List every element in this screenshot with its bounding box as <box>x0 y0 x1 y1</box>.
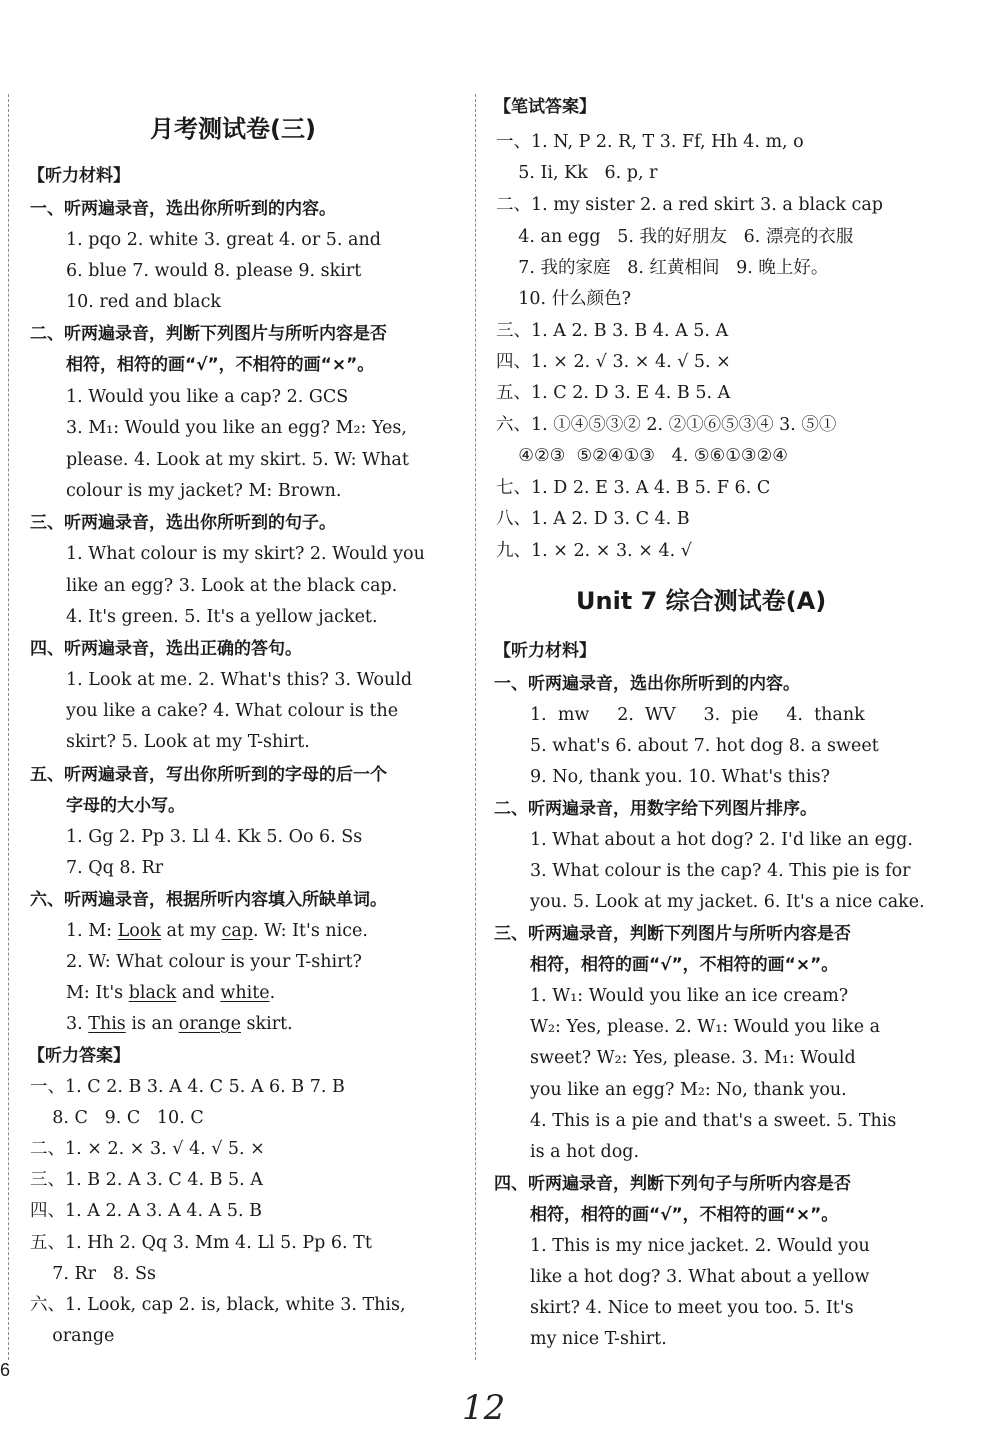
filled-word: Look <box>117 921 161 941</box>
section-2-heading: 二、听两遍录音，判断下列图片与所听内容是否 <box>30 324 387 344</box>
answer-line: orange <box>30 1326 115 1346</box>
written-answers-header: 【笔试答案】 <box>494 97 596 117</box>
material-line: 1. pqo 2. white 3. great 4. or 5. and <box>66 230 381 250</box>
listening-material-header: 【听力材料】 <box>28 166 130 186</box>
answer-line: 7. 我的家庭 8. 红黄相间 9. 晚上好。 <box>496 258 829 278</box>
material-line: W₂: Yes, please. 2. W₁: Would you like a <box>530 1017 881 1037</box>
left-margin-rule <box>8 94 9 1360</box>
unit-test-title: Unit 7 综合测试卷(A) <box>576 587 827 615</box>
material-line: 1. mw 2. WV 3. pie 4. thank <box>530 705 865 725</box>
material-line: you like an egg? M₂: No, thank you. <box>530 1080 847 1100</box>
material-line: 4. It's green. 5. It's a yellow jacket. <box>66 607 378 627</box>
answer-line: 4. an egg 5. 我的好朋友 6. 漂亮的衣服 <box>496 227 854 247</box>
material-line: like an egg? 3. Look at the black cap. <box>66 576 398 596</box>
material-line: please. 4. Look at my skirt. 5. W: What <box>66 450 409 470</box>
material-line: skirt? 5. Look at my T-shirt. <box>66 732 310 752</box>
material-line: 1. M: Look at my cap. W: It's nice. <box>66 921 368 941</box>
answer-line: 10. 什么颜色? <box>496 289 632 309</box>
material-line: M: It's black and white. <box>66 983 276 1003</box>
section-2-heading: 二、听两遍录音，用数字给下列图片排序。 <box>494 799 817 819</box>
section-4-heading: 四、听两遍录音，判断下列句子与所听内容是否 <box>494 1174 851 1194</box>
material-line: 1. Would you like a cap? 2. GCS <box>66 387 349 407</box>
answer-line: 三、1. A 2. B 3. B 4. A 5. A <box>496 321 729 341</box>
section-5-heading-cont: 字母的大小写。 <box>66 796 185 816</box>
section-6-heading: 六、听两遍录音，根据所听内容填入所缺单词。 <box>30 890 387 910</box>
material-line: skirt? 4. Nice to meet you too. 5. It's <box>530 1298 854 1318</box>
page-number: 6 <box>0 1360 11 1380</box>
material-line: 6. blue 7. would 8. please 9. skirt <box>66 261 362 281</box>
answer-line: 一、1. N, P 2. R, T 3. Ff, Hh 4. m, o <box>496 132 804 152</box>
material-line: you like a cake? 4. What colour is the <box>66 701 399 721</box>
material-line: 1. Gg 2. Pp 3. Ll 4. Kk 5. Oo 6. Ss <box>66 827 363 847</box>
answer-line: 7. Rr 8. Ss <box>30 1264 156 1284</box>
section-3-heading-cont: 相符，相符的画“√”，不相符的画“×”。 <box>530 955 839 975</box>
column-divider <box>475 94 476 1360</box>
material-line: my nice T-shirt. <box>530 1329 667 1349</box>
material-line: 1. W₁: Would you like an ice cream? <box>530 986 849 1006</box>
section-5-heading: 五、听两遍录音，写出你所听到的字母的后一个 <box>30 765 387 785</box>
material-line: 10. red and black <box>66 292 221 312</box>
answer-line: 六、1. Look, cap 2. is, black, white 3. This, <box>30 1295 406 1315</box>
answer-line: 二、1. × 2. × 3. √ 4. √ 5. × <box>30 1139 265 1159</box>
answer-line: 一、1. C 2. B 3. A 4. C 5. A 6. B 7. B <box>30 1077 345 1097</box>
material-line: 1. What about a hot dog? 2. I'd like an egg. <box>530 830 913 850</box>
answer-line: 8. C 9. C 10. C <box>30 1108 204 1128</box>
answer-line: 五、1. Hh 2. Qq 3. Mm 4. Ll 5. Pp 6. Tt <box>30 1233 372 1253</box>
section-4-heading-cont: 相符，相符的画“√”，不相符的画“×”。 <box>530 1205 839 1225</box>
filled-word: white <box>220 983 270 1003</box>
answer-line: 七、1. D 2. E 3. A 4. B 5. F 6. C <box>496 478 771 498</box>
filled-word: orange <box>178 1014 241 1034</box>
listening-answers-header: 【听力答案】 <box>28 1046 130 1066</box>
material-line: sweet? W₂: Yes, please. 3. M₁: Would <box>530 1048 856 1068</box>
material-line: is a hot dog. <box>530 1142 640 1162</box>
answer-line: 二、1. my sister 2. a red skirt 3. a black cap <box>496 195 883 215</box>
material-line: 1. Look at me. 2. What's this? 3. Would <box>66 670 413 690</box>
section-1-heading: 一、听两遍录音，选出你所听到的内容。 <box>30 199 336 219</box>
material-line: 1. What colour is my skirt? 2. Would you <box>66 544 425 564</box>
filled-word: black <box>128 983 177 1003</box>
answer-line: 九、1. × 2. × 3. × 4. √ <box>496 541 692 561</box>
handwritten-note: 12 <box>462 1388 506 1428</box>
section-2-heading-cont: 相符，相符的画“√”，不相符的画“×”。 <box>66 355 375 375</box>
material-line: 2. W: What colour is your T-shirt? <box>66 952 362 972</box>
material-line: 3. What colour is the cap? 4. This pie is for <box>530 861 911 881</box>
material-line: 3. M₁: Would you like an egg? M₂: Yes, <box>66 418 407 438</box>
material-line: 7. Qq 8. Rr <box>66 858 164 878</box>
answer-line: ④②③ ⑤②④①③ 4. ⑤⑥①③②④ <box>496 446 788 466</box>
material-line: you. 5. Look at my jacket. 6. It's a nice cake. <box>530 892 925 912</box>
section-1-heading: 一、听两遍录音，选出你所听到的内容。 <box>494 674 800 694</box>
answer-line: 5. Ii, Kk 6. p, r <box>496 163 658 183</box>
material-line: like a hot dog? 3. What about a yellow <box>530 1267 870 1287</box>
material-line: 3. This is an orange skirt. <box>66 1014 293 1034</box>
section-3-heading: 三、听两遍录音，判断下列图片与所听内容是否 <box>494 924 851 944</box>
material-line: colour is my jacket? M: Brown. <box>66 481 342 501</box>
test-title: 月考测试卷(三) <box>150 115 316 143</box>
material-line: 9. No, thank you. 10. What's this? <box>530 767 830 787</box>
filled-word: This <box>88 1014 126 1034</box>
listening-material-header: 【听力材料】 <box>494 641 596 661</box>
filled-word: cap <box>221 921 254 941</box>
answer-line: 三、1. B 2. A 3. C 4. B 5. A <box>30 1170 263 1190</box>
material-line: 5. what's 6. about 7. hot dog 8. a sweet <box>530 736 879 756</box>
section-3-heading: 三、听两遍录音，选出你所听到的句子。 <box>30 513 336 533</box>
answer-line: 八、1. A 2. D 3. C 4. B <box>496 509 690 529</box>
material-line: 1. This is my nice jacket. 2. Would you <box>530 1236 870 1256</box>
answer-line: 四、1. A 2. A 3. A 4. A 5. B <box>30 1201 262 1221</box>
section-4-heading: 四、听两遍录音，选出正确的答句。 <box>30 639 302 659</box>
answer-line: 五、1. C 2. D 3. E 4. B 5. A <box>496 383 731 403</box>
answer-line: 六、1. ①④⑤③② 2. ②①⑥⑤③④ 3. ⑤① <box>496 415 837 435</box>
answer-line: 四、1. × 2. √ 3. × 4. √ 5. × <box>496 352 731 372</box>
material-line: 4. This is a pie and that's a sweet. 5. This <box>530 1111 897 1131</box>
